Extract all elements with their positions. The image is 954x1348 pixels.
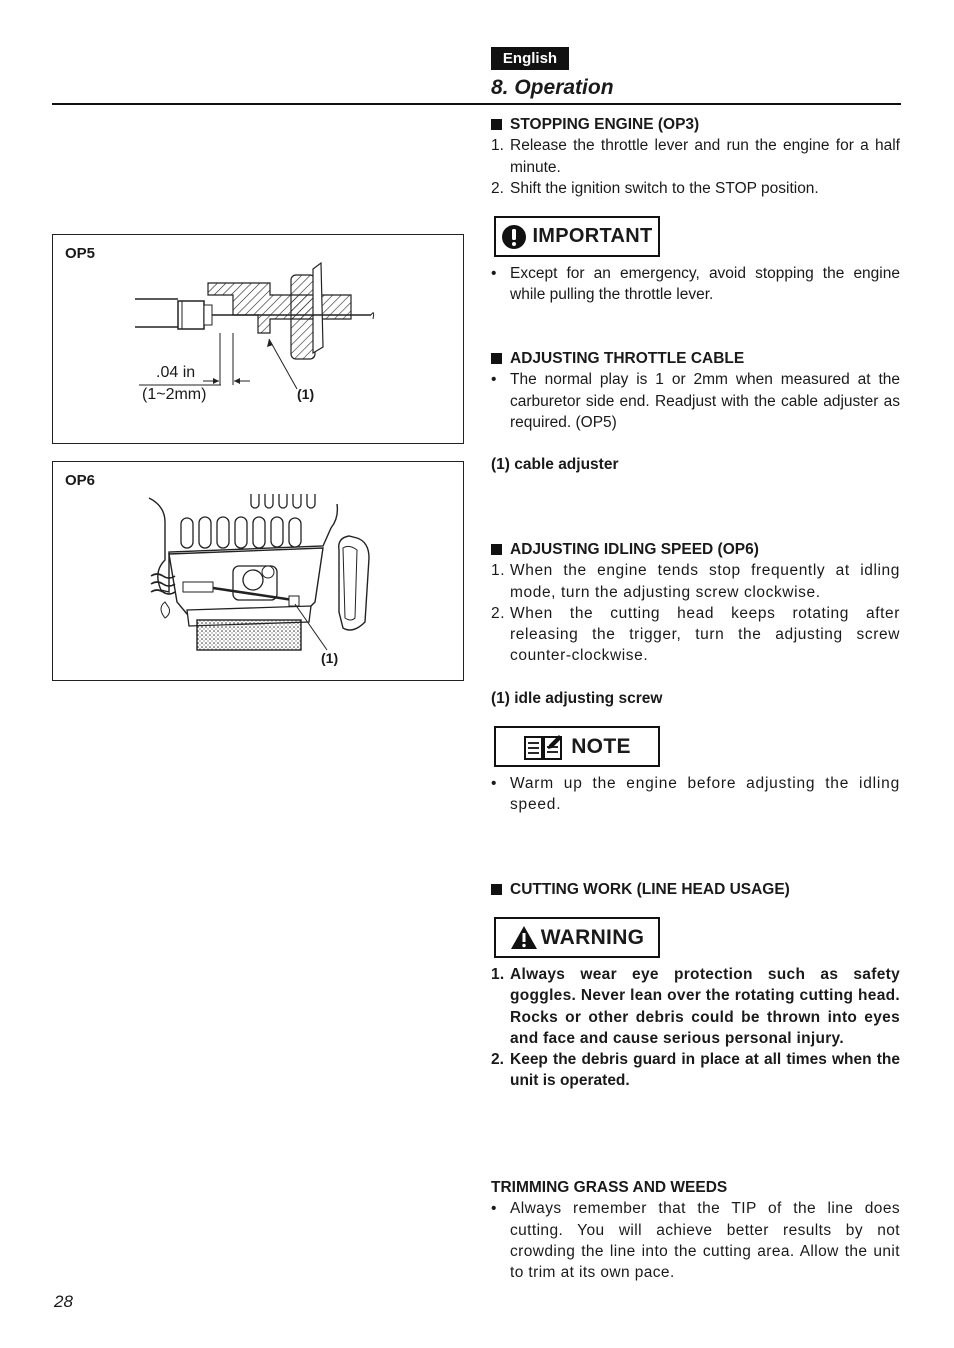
important-bullet-1-text: Except for an emergency, avoid stopping the engine while pulling the throttle lever.	[510, 265, 900, 304]
warning-section	[491, 964, 900, 1092]
stopping-step-1-text: Release the throttle lever and run the engine for a half minute.	[510, 137, 900, 176]
stopping-heading: STOPPING ENGINE (OP3)	[491, 114, 900, 135]
figure-op6-callout: (1)	[321, 650, 339, 666]
bullet-glyph: •	[491, 775, 498, 792]
section-title: 8. Operation	[491, 76, 614, 99]
throttle-section	[491, 348, 900, 433]
throttle-legend: (1) cable adjuster	[491, 456, 619, 473]
figure-op6	[52, 461, 464, 681]
throttle-cable-illustration	[53, 235, 463, 443]
idling-step-1-num: 1.	[491, 562, 506, 580]
stopping-step-1	[491, 135, 900, 178]
idling-step-1	[491, 560, 900, 603]
throttle-heading: ADJUSTING THROTTLE CABLE	[491, 348, 900, 369]
figure-op5-callout: (1)	[297, 386, 315, 402]
note-bullet-1	[491, 773, 900, 816]
bullet-glyph: •	[491, 1200, 497, 1218]
carburetor-illustration	[53, 462, 463, 680]
note-label: NOTE	[571, 734, 631, 758]
idling-heading: ADJUSTING IDLING SPEED (OP6)	[491, 539, 900, 560]
trimming-section	[491, 1177, 900, 1283]
language-badge: English	[491, 47, 569, 70]
important-callout	[494, 216, 660, 257]
important-section	[491, 263, 900, 306]
note-section	[491, 773, 900, 816]
warning-callout	[494, 917, 660, 958]
figure-op5-label: OP5	[65, 245, 96, 262]
idling-section	[491, 539, 900, 667]
figure-op5	[52, 234, 464, 444]
figure-op5-measure-in: .04 in	[156, 364, 196, 381]
stopping-section	[491, 114, 900, 199]
figure-op5-measure-mm: (1~2mm)	[142, 386, 207, 403]
bullet-glyph: •	[491, 265, 497, 282]
warning-step-1-text: Always wear eye protection such as safety goggles. Never lean over the rotating cutting head. Rocks or other debris could be thrown into eyes and face and cause serious personal injury.	[510, 966, 900, 1047]
throttle-bullet-1	[491, 369, 900, 433]
stopping-step-2-num: 2.	[491, 179, 504, 197]
warning-triangle-icon	[510, 925, 538, 950]
warning-step-2-num: 2.	[491, 1051, 504, 1069]
idling-step-1-text: When the engine tends stop frequently at idling mode, turn the adjusting screw clockwise.	[510, 562, 900, 601]
idling-step-2-text: When the cutting head keeps rotating after releasing the trigger, turn the adjusting screw counter-clockwise.	[510, 604, 900, 665]
note-callout	[494, 726, 660, 767]
idling-step-2-num: 2.	[491, 604, 506, 622]
idling-step-2	[491, 603, 900, 667]
cutting-section	[491, 879, 900, 900]
bullet-glyph: •	[491, 371, 497, 389]
note-bullet-1-text: Warm up the engine before adjusting the idling speed.	[510, 775, 900, 814]
important-bullet-1	[491, 263, 900, 306]
warning-step-1-num: 1.	[491, 966, 505, 983]
stopping-step-2-text: Shift the ignition switch to the STOP position.	[510, 179, 819, 197]
stopping-step-2	[491, 178, 900, 199]
warning-label: WARNING	[540, 925, 645, 949]
idling-legend: (1) idle adjusting screw	[491, 690, 663, 707]
warning-step-2-text: Keep the debris guard in place at all times when the unit is operated.	[510, 1051, 900, 1090]
trimming-bullet-1	[491, 1198, 900, 1283]
trimming-heading: TRIMMING GRASS AND WEEDS	[491, 1179, 728, 1196]
warning-step-2	[491, 1049, 900, 1092]
throttle-bullet-1-text: The normal play is 1 or 2mm when measured at the carburetor side end. Readjust with the cable adjuster as required. (OP5)	[510, 371, 900, 431]
page-number: 28	[54, 1292, 73, 1311]
figure-op6-label: OP6	[65, 472, 96, 489]
cutting-heading: CUTTING WORK (LINE HEAD USAGE)	[491, 879, 900, 900]
book-icon	[523, 733, 563, 761]
warning-step-1	[491, 964, 900, 1049]
stopping-step-1-num: 1.	[491, 137, 504, 155]
exclamation-icon	[501, 224, 527, 250]
header-rule	[52, 103, 901, 105]
trimming-bullet-1-text: Always remember that the TIP of the line does cutting. You will achieve better results by not crowding the line into the cutting area. Allow the unit to trim at its own pace.	[510, 1200, 900, 1282]
important-label: IMPORTANT	[532, 225, 653, 247]
